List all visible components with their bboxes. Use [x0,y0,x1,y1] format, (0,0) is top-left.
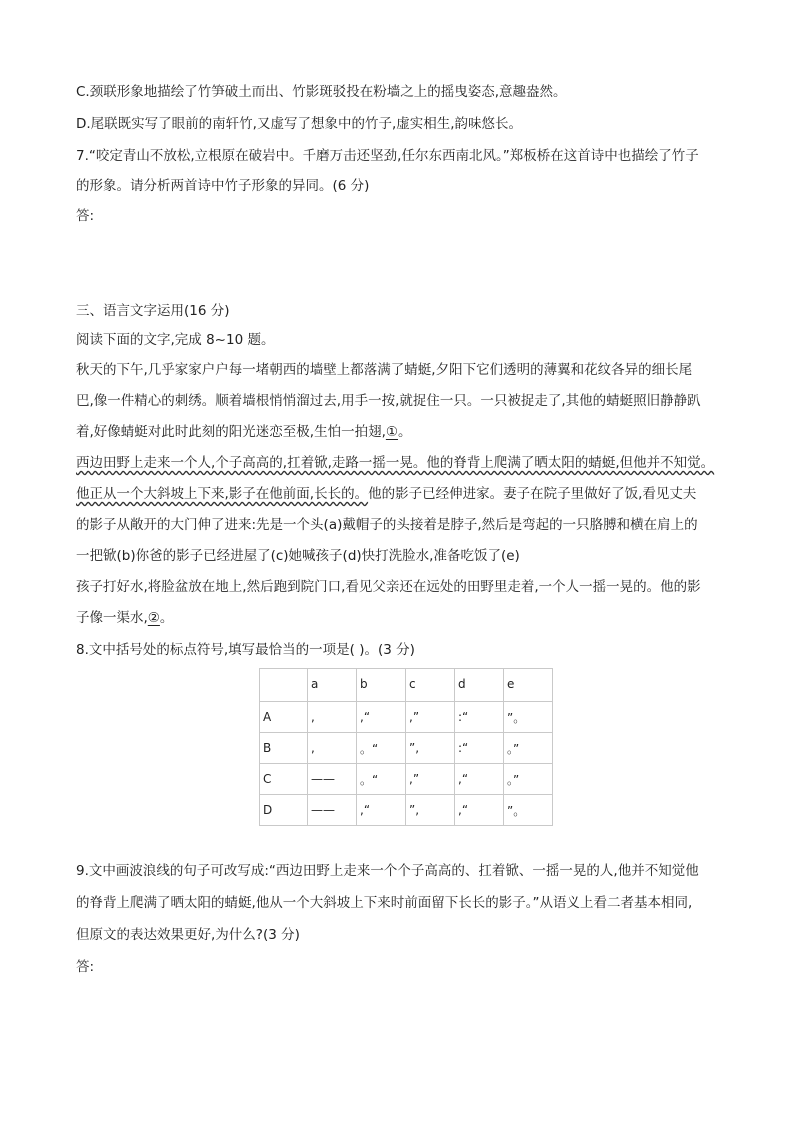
table-header-cell: d [455,669,504,702]
table-cell: ,“ [455,795,504,826]
section-3-instruction: 阅读下面的文字,完成 8~10 题。 [76,332,275,348]
table-cell: :“ [455,702,504,733]
table-cell: ,” [406,702,455,733]
table-cell: 。” [504,764,553,795]
question-7-line-1: 7.“咬定青山不放松,立根原在破岩中。千磨万击还坚劲,任尔东西南北风。”郑板桥在这首诗中也描绘了竹子 [76,148,699,164]
table-header-cell: a [308,669,357,702]
table-cell: ,“ [357,795,406,826]
table-cell: , [308,733,357,764]
passage-line: 秋天的下午,几乎家家户户每一堵朝西的墙壁上都落满了蜻蜓,夕阳下它们透明的薄翼和花纹各异的细长尾 [76,362,693,378]
question-7-line-2: 的形象。请分析两首诗中竹子形象的异同。(6 分) [76,178,370,194]
question-9-line-1: 9.文中画波浪线的句子可改写成:“西边田野上走来一个个子高高的、扛着锨、一摇一晃的人,他并不知觉他 [76,863,699,879]
passage-text: 着,好像蜻蜓对此时此刻的阳光迷恋至极,生怕一拍翅, [76,424,386,440]
table-cell: ”。 [504,795,553,826]
table-row [260,764,553,795]
question-9-line-3: 但原文的表达效果更好,为什么?(3 分) [76,927,300,943]
table-cell: :“ [455,733,504,764]
wavy-sentence-part-2: 他正从一个大斜坡上下来,影子在他前面,长长的。 [76,486,369,502]
blank-1: ① [385,424,398,440]
option-label: B [260,733,308,764]
passage-text: 。 [159,610,174,626]
table-cell: ,” [406,764,455,795]
table-header-cell: e [504,669,553,702]
question-8-stem: 8.文中括号处的标点符号,填写最恰当的一项是( )。(3 分) [76,642,415,658]
table-cell: ,“ [357,702,406,733]
table-cell: 。” [504,733,553,764]
punctuation-options-table [259,668,553,826]
passage-line [76,423,411,441]
table-row [260,733,553,764]
passage-text: 。 [397,424,412,440]
question-9-line-2: 的脊背上爬满了晒太阳的蜻蜓,他从一个大斜坡上下来时前面留下长长的影子。”从语义上看二者基本相同, [76,895,693,911]
table-cell: —— [308,795,357,826]
passage-text: 子像一渠水, [76,610,148,626]
option-label: C [260,764,308,795]
question-9-answer-label: 答: [76,959,95,975]
option-d-line: D.尾联既实写了眼前的南轩竹,又虚写了想象中的竹子,虚实相生,韵味悠长。 [76,116,523,132]
passage-line: 的影子从敞开的大门伸了进来:先是一个头(a)戴帽子的头接着是脖子,然后是弯起的一只胳膊和横在肩上的 [76,517,698,533]
passage-line: 孩子打好水,将脸盆放在地上,然后跑到院门口,看见父亲还在远处的田野里走着,一个人一摇一晃的。他的影 [76,579,701,595]
passage-text: 他的影子已经伸进家。妻子在院子里做好了饭,看见丈夫 [368,486,697,502]
wavy-sentence-part-1: 西边田野上走来一个人,个子高高的,扛着锨,走路一摇一晃。他的脊背上爬满了晒太阳的蜻蜓,但他并不知觉。 [76,455,715,471]
table-row [260,702,553,733]
passage-line [76,454,714,472]
blank-2: ② [147,610,160,626]
table-cell: 。“ [357,764,406,795]
section-3-heading: 三、语言文字运用(16 分) [76,303,230,319]
table-cell [260,669,308,702]
table-cell: ”, [406,795,455,826]
passage-line: 一把锨(b)你爸的影子已经进屋了(c)她喊孩子(d)快打洗脸水,准备吃饭了(e) [76,548,520,564]
passage-line [76,609,173,627]
passage-line: 巴,像一件精心的刺绣。顺着墙根悄悄溜过去,用手一按,就捉住一只。一只被捉走了,其他的蜻蜓照旧静静趴 [76,393,701,409]
passage-line [76,485,696,503]
table-header-row [260,669,553,702]
table-row [260,795,553,826]
option-label: D [260,795,308,826]
table-cell: , [308,702,357,733]
option-label: A [260,702,308,733]
table-cell: —— [308,764,357,795]
table-cell: 。“ [357,733,406,764]
table-header-cell: b [357,669,406,702]
table-cell: ”, [406,733,455,764]
question-7-answer-label: 答: [76,208,95,224]
table-header-cell: c [406,669,455,702]
table-cell: ,“ [455,764,504,795]
option-c-line: C.颈联形象地描绘了竹笋破土而出、竹影斑驳投在粉墙之上的摇曳姿态,意趣盎然。 [76,84,567,100]
table-cell: ”。 [504,702,553,733]
